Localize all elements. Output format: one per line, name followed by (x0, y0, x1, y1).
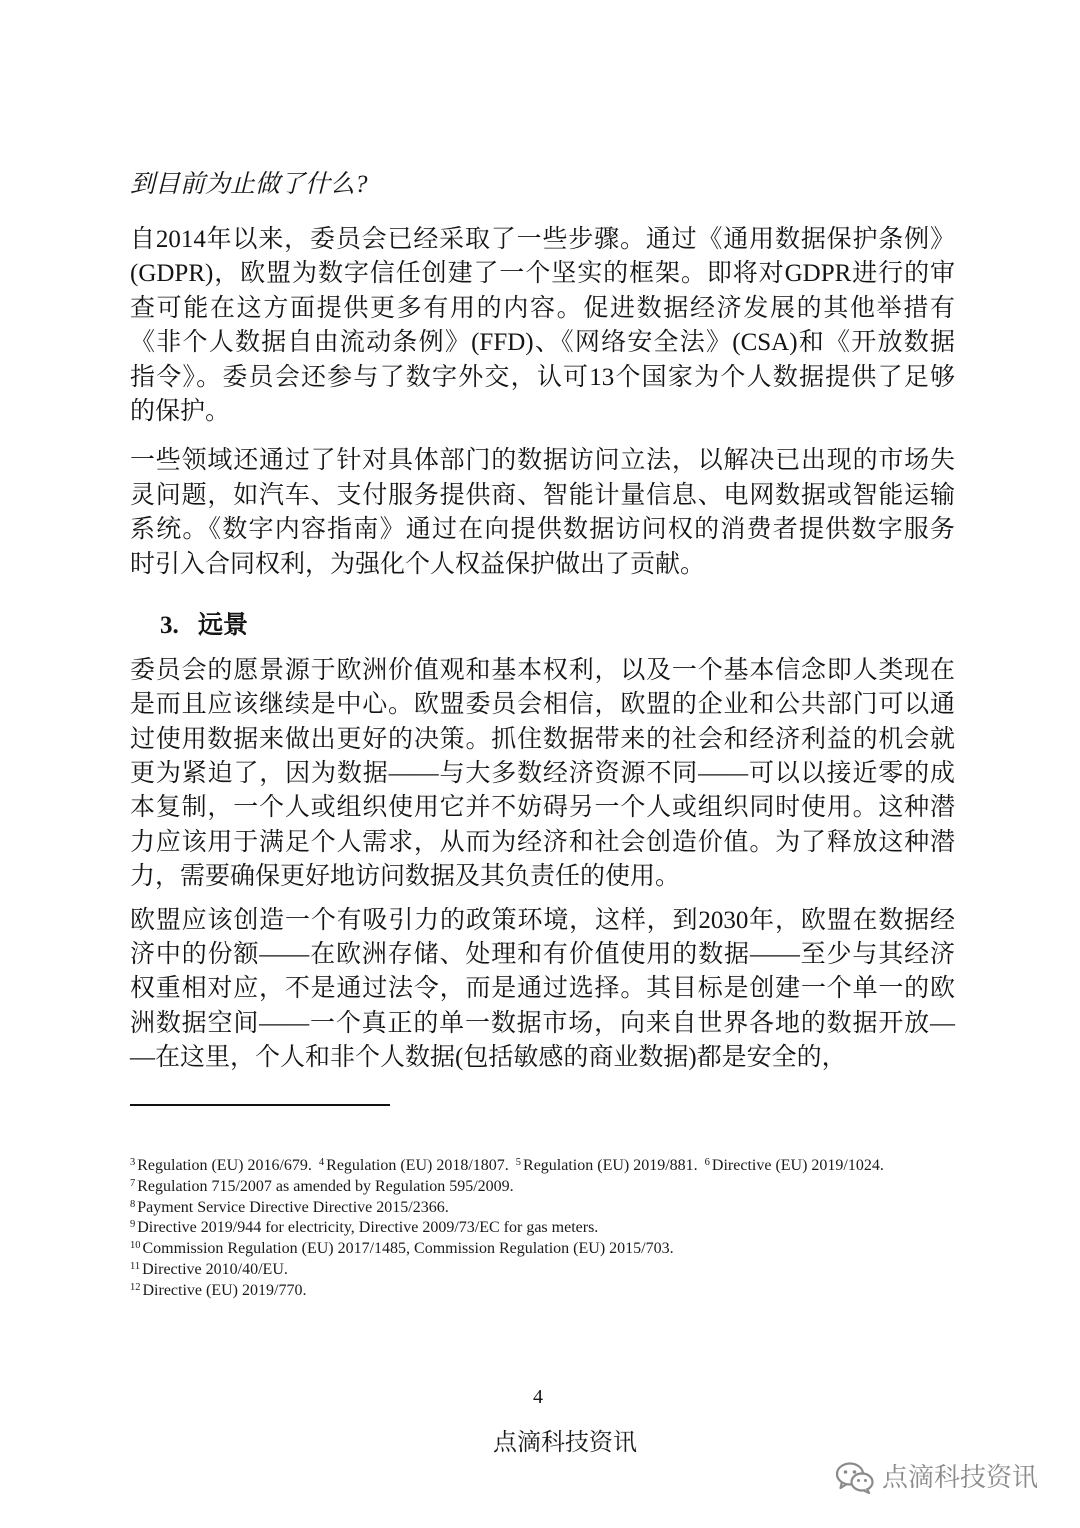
footnote-text: Directive (EU) 2019/1024. (711, 1157, 884, 1174)
footnote-text: Directive 2019/944 for electricity, Directive 2009/73/EC for gas meters. (137, 1219, 599, 1237)
text-line: 洲数据空间——一个真正的单一数据市场，向来自世界各地的数据开放— (130, 1009, 955, 1037)
wechat-icon (836, 1462, 874, 1494)
footnotes (130, 1156, 900, 1302)
footnote-entry (130, 1177, 900, 1198)
footnote-mark: 6 (704, 1157, 710, 1168)
text-line: 是而且应该继续是中心。欧盟委员会相信，欧盟的企业和公共部门可以通 (130, 691, 955, 719)
footnote-mark: 7 (130, 1177, 136, 1189)
footnote-text: Regulation 715/2007 as amended by Regulation 595/2009. (137, 1177, 514, 1195)
paragraph (130, 223, 955, 429)
text-line: 一些领域还通过了针对具体部门的数据访问立法，以解决已出现的市场失 (130, 447, 955, 475)
text-line: 委员会的愿景源于欧洲价值观和基本权利，以及一个基本信念即人类现在 (130, 656, 955, 684)
footnote-item (130, 1157, 312, 1174)
text-line: 力，需要确保更好地访问数据及其负责任的使用。 (130, 863, 681, 891)
text-line: 指令》。委员会还参与了数字外交，认可13个国家为个人数据提供了足够 (130, 363, 955, 391)
footnote-mark: 8 (130, 1198, 136, 1210)
footnote-item (319, 1157, 509, 1174)
footnote-entry (130, 1218, 900, 1239)
section-heading (130, 609, 955, 643)
paragraph (130, 654, 955, 895)
footnote-mark: 9 (130, 1219, 136, 1231)
text-line: 自2014年以来，委员会已经采取了一些步骤。通过《通用数据保护条例》 (130, 226, 955, 253)
body-content (130, 168, 955, 1076)
footnote-text: Regulation (EU) 2018/1807. (326, 1157, 509, 1174)
page-number: 4 (533, 1386, 543, 1408)
footnote-text: Payment Service Directive Directive 2015/2366. (137, 1198, 449, 1216)
text-line: 《非个人数据自由流动条例》(FFD)、《网络安全法》(CSA)和《开放数据 (130, 329, 955, 357)
footnote-text: Regulation (EU) 2019/881. (523, 1157, 698, 1174)
footnote-mark: 5 (515, 1157, 522, 1168)
footnote-text: Directive 2010/40/EU. (142, 1260, 288, 1278)
footnote-entry (130, 1239, 900, 1260)
footnote-entry (130, 1281, 900, 1302)
text-line: 权重相对应，不是通过法令，而是通过选择。其目标是创建一个单一的欧 (130, 975, 955, 1003)
footnote-entry (130, 1260, 900, 1281)
section-number: 3. (160, 611, 179, 639)
footnote-mark: 12 (130, 1281, 141, 1293)
text-line: 本复制，一个人或组织使用它并不妨碍另一个人或组织同时使用。这种潜 (130, 794, 955, 822)
footnote-entry (130, 1198, 900, 1219)
text-line: 时引入合同权利，为强化个人权益保护做出了贡献。 (130, 550, 706, 578)
footnote-mark: 10 (130, 1240, 141, 1252)
footnote-text: Directive (EU) 2019/770. (142, 1281, 307, 1299)
footnote-text: Regulation (EU) 2016/679. (137, 1157, 312, 1174)
footnote-mark: 3 (130, 1157, 136, 1168)
text-line: 济中的份额——在欧洲存储、处理和有价值使用的数据——至少与其经济 (130, 941, 955, 969)
text-line: 力应该用于满足个人需求，从而为经济和社会创造价值。为了释放这种潜 (130, 828, 955, 856)
text-line: 查可能在这方面提供更多有用的内容。促进数据经济发展的其他举措有 (130, 294, 955, 322)
text-line: (GDPR)，欧盟为数字信任创建了一个坚实的框架。即将对GDPR进行的审 (130, 260, 955, 288)
footnote-text: Commission Regulation (EU) 2017/1485, Commission Regulation (EU) 2015/703. (142, 1240, 674, 1258)
paragraph (130, 904, 955, 1076)
text-line: 的保护。 (130, 397, 231, 425)
section-title: 远景 (198, 611, 249, 639)
text-line: 欧盟应该创造一个有吸引力的政策环境，这样，到2030年，欧盟在数据经 (130, 906, 955, 934)
watermark-text: 点滴科技资讯 (882, 1463, 1039, 1493)
footnote-mark: 11 (130, 1260, 141, 1272)
subsection-heading: 到目前为止做了什么? (130, 171, 368, 198)
footnote-item (516, 1157, 698, 1174)
text-line: 灵问题，如汽车、支付服务提供商、智能计量信息、电网数据或智能运输 (130, 481, 955, 509)
paragraph (130, 444, 955, 582)
text-line: 系统。《数字内容指南》通过在向提供数据访问权的消费者提供数字服务 (130, 516, 955, 544)
footer-text: 点滴科技资讯 (493, 1430, 637, 1456)
text-line: 过使用数据来做出更好的决策。抓住数据带来的社会和经济利益的机会就 (130, 725, 955, 753)
footnote-item (705, 1157, 884, 1174)
footnote-separator (130, 1104, 390, 1106)
text-line: 更为紧迫了，因为数据——与大多数经济资源不同——可以以接近零的成 (130, 760, 955, 788)
footnote-mark: 4 (318, 1157, 325, 1168)
footnote-entry (130, 1156, 900, 1177)
text-line: —在这里，个人和非个人数据(包括敏感的商业数据)都是安全的， (130, 1044, 847, 1072)
